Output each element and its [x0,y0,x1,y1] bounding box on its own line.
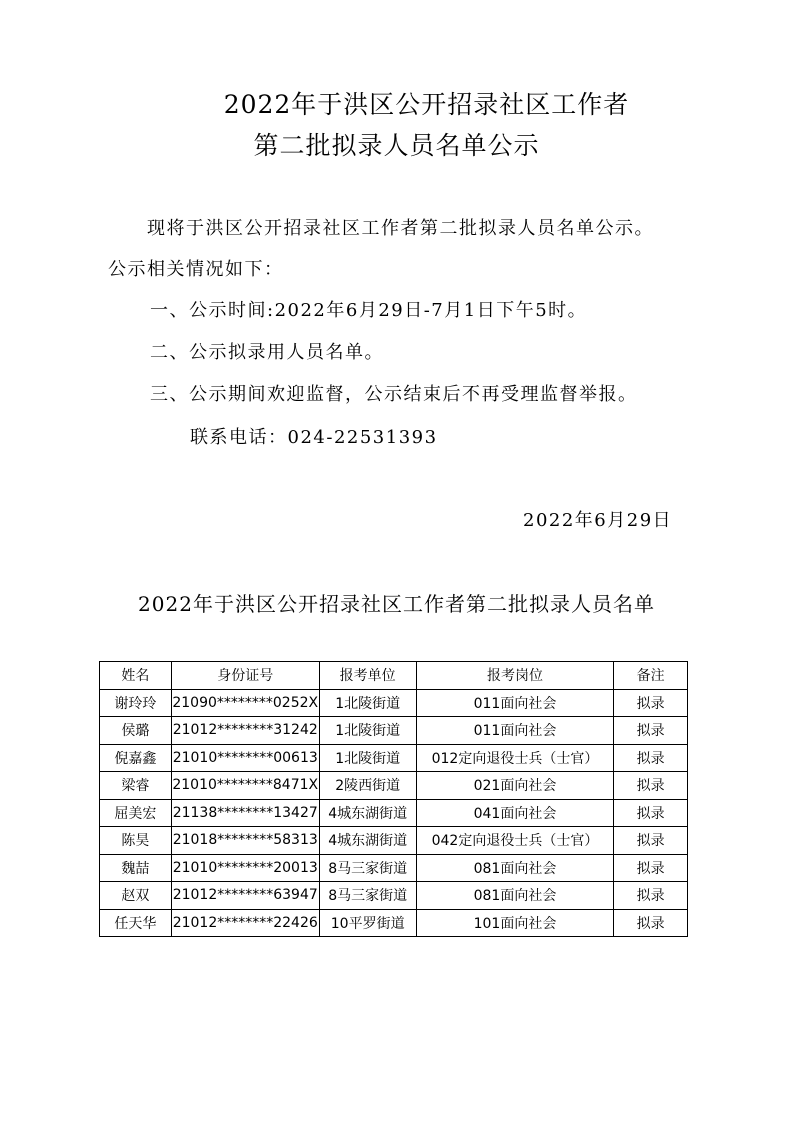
cell-name: 赵双 [100,882,172,910]
cell-unit: 1北陵街道 [319,689,416,717]
cell-unit: 8马三家街道 [319,854,416,882]
contact-phone: 联系电话：024-22531393 [190,427,438,448]
cell-remark: 拟录 [614,799,688,827]
header-id-number: 身份证号 [171,662,319,690]
cell-position: 081面向社会 [416,854,614,882]
cell-position: 042定向退役士兵（士官） [416,827,614,855]
cell-id-number: 21012********31242 [171,717,319,745]
cell-name: 倪嘉鑫 [100,744,172,772]
cell-remark: 拟录 [614,909,688,937]
cell-position: 041面向社会 [416,799,614,827]
cell-unit: 4城东湖街道 [319,799,416,827]
intro-paragraph-line2: 公示相关情况如下： [108,259,284,280]
cell-position: 021面向社会 [416,772,614,800]
cell-position: 081面向社会 [416,882,614,910]
cell-unit: 4城东湖街道 [319,827,416,855]
cell-id-number: 21010********8471X [171,772,319,800]
table-row [100,744,688,772]
cell-unit: 1北陵街道 [319,744,416,772]
cell-remark: 拟录 [614,882,688,910]
cell-unit: 1北陵街道 [319,717,416,745]
cell-remark: 拟录 [614,854,688,882]
cell-position: 011面向社会 [416,717,614,745]
cell-name: 侯璐 [100,717,172,745]
table-row [100,799,688,827]
list-title: 2022年于洪区公开招录社区工作者第二批拟录人员名单 [138,592,655,616]
cell-name: 梁睿 [100,772,172,800]
cell-id-number: 21138********13427 [171,799,319,827]
cell-name: 任天华 [100,909,172,937]
cell-unit: 8马三家街道 [319,882,416,910]
cell-unit: 10平罗街道 [319,909,416,937]
notice-item-time: 一、公示时间:2022年6月29日-7月1日下午5时。 [150,300,588,321]
cell-id-number: 21012********63947 [171,882,319,910]
cell-remark: 拟录 [614,827,688,855]
table-row [100,854,688,882]
table-row [100,909,688,937]
notice-item-list: 二、公示拟录用人员名单。 [150,342,384,363]
header-remark: 备注 [614,662,688,690]
intro-paragraph-line1: 现将于洪区公开招录社区工作者第二批拟录人员名单公示。 [147,218,654,239]
page-title-line1: 2022年于洪区公开招录社区工作者 [223,90,630,119]
cell-name: 谢玲玲 [100,689,172,717]
header-name: 姓名 [100,662,172,690]
page-title-line2: 第二批拟录人员名单公示 [253,131,540,160]
cell-unit: 2陵西街道 [319,772,416,800]
candidate-table [99,661,688,937]
publish-date: 2022年6月29日 [523,510,673,531]
cell-name: 屈美宏 [100,799,172,827]
cell-id-number: 21012********22426 [171,909,319,937]
table-row [100,882,688,910]
cell-position: 012定向退役士兵（士官） [416,744,614,772]
cell-id-number: 21010********00613 [171,744,319,772]
cell-remark: 拟录 [614,717,688,745]
cell-id-number: 21090********0252X [171,689,319,717]
cell-id-number: 21010********20013 [171,854,319,882]
table-row [100,772,688,800]
header-position: 报考岗位 [416,662,614,690]
cell-position: 101面向社会 [416,909,614,937]
table-row [100,689,688,717]
cell-remark: 拟录 [614,744,688,772]
header-unit: 报考单位 [319,662,416,690]
table-row [100,717,688,745]
cell-position: 011面向社会 [416,689,614,717]
table-row [100,827,688,855]
table-header-row [100,662,688,690]
notice-item-supervision: 三、公示期间欢迎监督，公示结束后不再受理监督举报。 [150,384,638,405]
cell-id-number: 21018********58313 [171,827,319,855]
cell-name: 魏喆 [100,854,172,882]
cell-name: 陈昊 [100,827,172,855]
cell-remark: 拟录 [614,772,688,800]
cell-remark: 拟录 [614,689,688,717]
